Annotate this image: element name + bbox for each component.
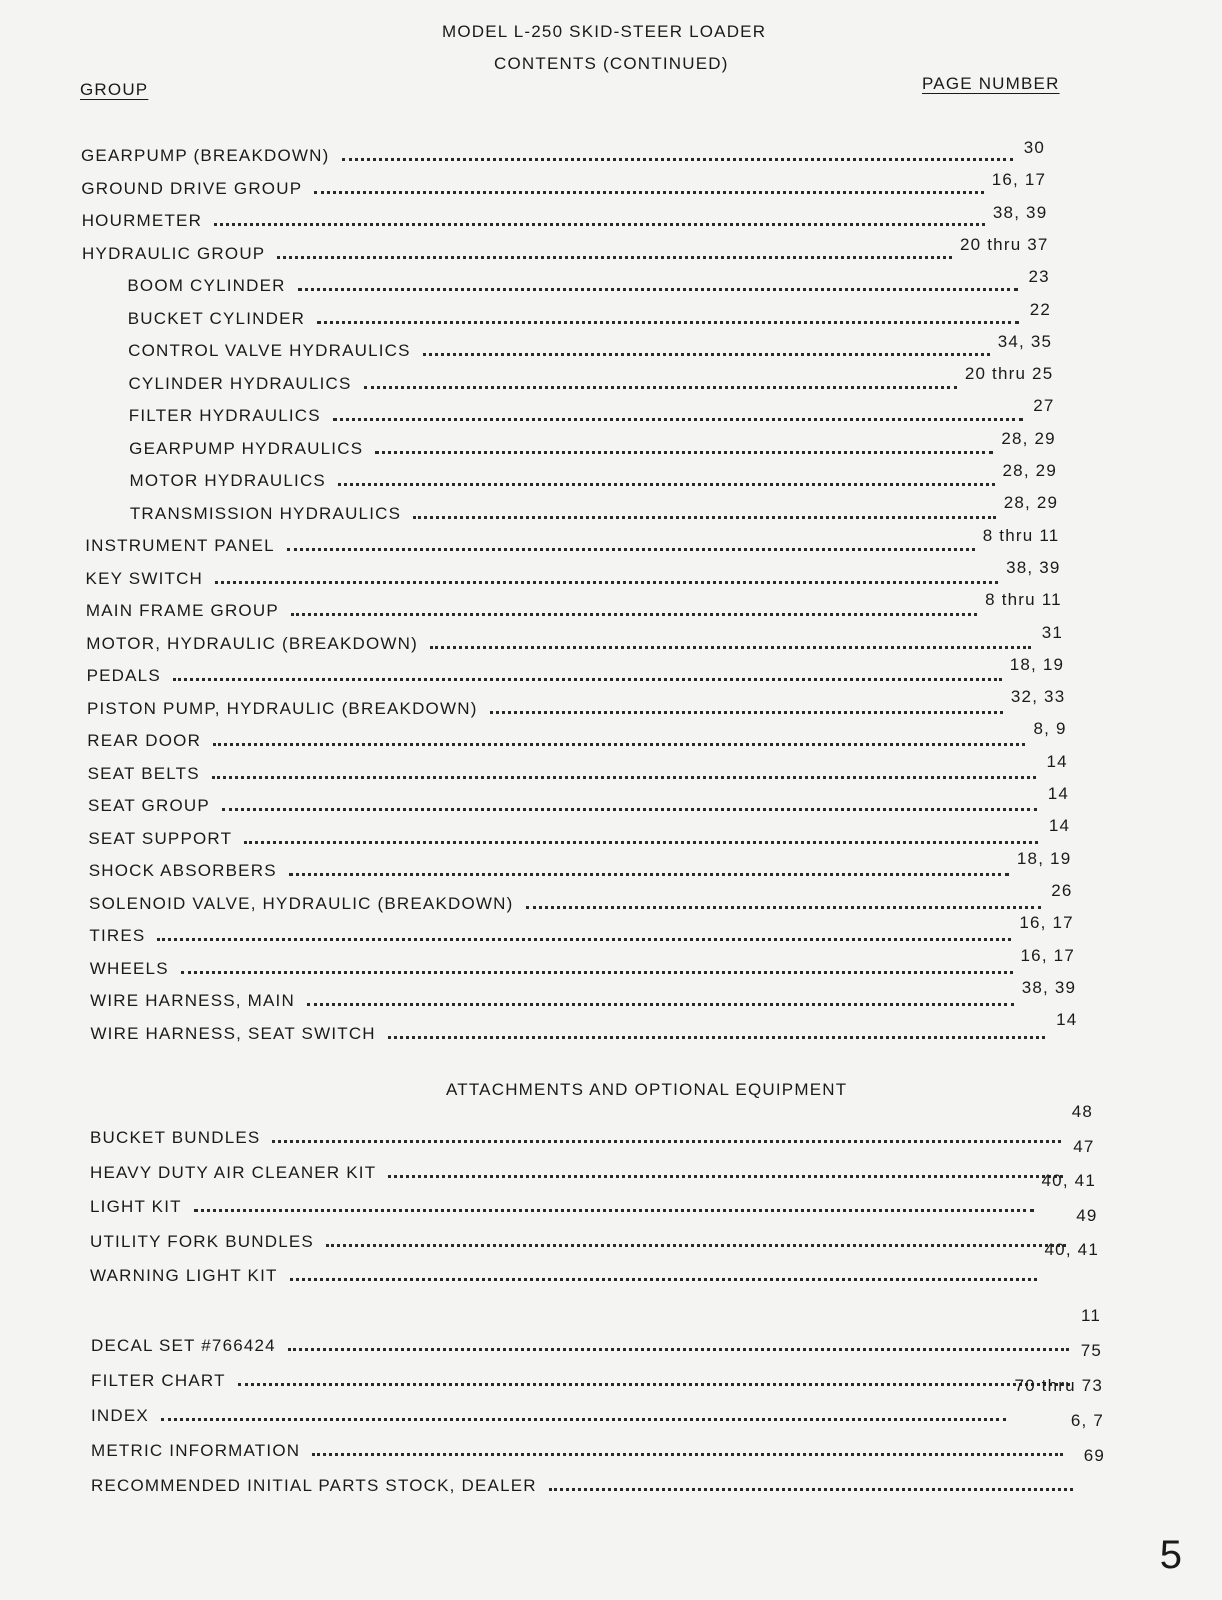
- dot-leader: [222, 808, 1037, 811]
- entry-page: 14: [1048, 816, 1071, 836]
- attachments-heading: ATTACHMENTS AND OPTIONAL EQUIPMENT: [446, 1080, 848, 1099]
- entry-label: WARNING LIGHT KIT: [90, 1266, 278, 1285]
- dot-leader: [214, 223, 985, 226]
- entry-page: 20 thru 25: [964, 364, 1054, 384]
- dot-leader: [549, 1488, 1073, 1491]
- dot-leader: [326, 1244, 1066, 1247]
- entry-label: GEARPUMP HYDRAULICS: [129, 438, 364, 458]
- dot-leader: [287, 548, 975, 551]
- contents-entry: [86, 687, 1066, 719]
- entry-page: 70 thru 73: [1014, 1376, 1103, 1395]
- document-title: MODEL L-250 SKID-STEER LOADER: [442, 22, 767, 41]
- entry-page: 8, 9: [1033, 719, 1067, 739]
- entry-label: RECOMMENDED INITIAL PARTS STOCK, DEALER: [91, 1476, 537, 1495]
- dot-leader: [490, 711, 1003, 714]
- dot-leader: [388, 1036, 1046, 1039]
- entry-page: 48: [1071, 1102, 1093, 1121]
- contents-entry: [86, 622, 1063, 654]
- entry-page: 38, 39: [1021, 977, 1077, 997]
- contents-entry: [88, 816, 1071, 849]
- entry-page: 47: [1073, 1136, 1095, 1156]
- contents-entry: [82, 234, 1049, 264]
- dot-leader: [333, 418, 1023, 421]
- entry-label: SEAT GROUP: [88, 796, 210, 815]
- page-number-column-header: PAGE NUMBER: [922, 74, 1060, 93]
- entry-page: 38, 39: [992, 202, 1048, 222]
- entry-label: MOTOR HYDRAULICS: [129, 471, 326, 490]
- entry-label: KEY SWITCH: [85, 568, 204, 588]
- entry-label: MAIN FRAME GROUP: [85, 601, 279, 620]
- entry-label: SHOCK ABSORBERS: [88, 861, 277, 880]
- dot-leader: [307, 1003, 1014, 1006]
- contents-entry: [127, 299, 1051, 329]
- entry-label: INDEX: [91, 1406, 149, 1425]
- contents-entry: [89, 945, 1075, 979]
- entry-page: 75: [1080, 1341, 1102, 1360]
- entry-label: WHEELS: [89, 958, 169, 978]
- dot-leader: [413, 516, 996, 519]
- dot-leader: [314, 191, 983, 194]
- contents-entry: [81, 138, 1045, 166]
- entry-label: SOLENOID VALVE, HYDRAULIC (BREAKDOWN): [89, 893, 514, 913]
- entry-page: 18, 19: [1009, 654, 1065, 674]
- dot-leader: [277, 256, 952, 259]
- document-subtitle: CONTENTS (CONTINUED): [494, 54, 729, 73]
- entry-label: INSTRUMENT PANEL: [85, 536, 275, 555]
- contents-entry: [129, 493, 1059, 524]
- dot-leader: [430, 646, 1031, 649]
- dot-leader: [194, 1209, 1034, 1212]
- contents-entry: [86, 654, 1065, 686]
- dot-leader: [173, 678, 1002, 681]
- entry-page: 28, 29: [1001, 428, 1056, 448]
- entry-label: PISTON PUMP, HYDRAULIC (BREAKDOWN): [86, 698, 478, 718]
- entry-page: 31: [1041, 622, 1063, 642]
- contents-entry: [89, 913, 1074, 946]
- entry-page: 40, 41: [1044, 1240, 1099, 1259]
- entry-page: 16, 17: [991, 170, 1047, 190]
- entry-label: GEARPUMP (BREAKDOWN): [81, 146, 330, 165]
- contents-entry: [128, 396, 1055, 426]
- entry-page: 8 thru 11: [985, 590, 1062, 610]
- dot-leader: [212, 776, 1036, 779]
- dot-leader: [181, 971, 1013, 974]
- dot-leader: [526, 906, 1041, 909]
- contents-entry: [88, 848, 1072, 881]
- dot-leader: [244, 841, 1038, 844]
- entry-page: 32, 33: [1010, 687, 1066, 707]
- contents-entry: [87, 751, 1068, 784]
- entry-label: BUCKET CYLINDER: [127, 308, 306, 328]
- entry-page: 14: [1056, 1010, 1078, 1030]
- contents-entry: [87, 719, 1067, 751]
- dot-leader: [290, 1278, 1037, 1281]
- entry-page: 40, 41: [1041, 1171, 1096, 1190]
- dot-leader: [291, 613, 977, 616]
- dot-leader: [238, 1383, 1070, 1386]
- entry-page: 26: [1051, 880, 1073, 900]
- group-column-header: GROUP: [80, 80, 149, 99]
- contents-entry: [127, 267, 1050, 296]
- entry-label: CONTROL VALVE HYDRAULICS: [128, 341, 411, 360]
- dot-leader: [375, 451, 993, 454]
- contents-entry: [85, 557, 1061, 589]
- entry-label: UTILITY FORK BUNDLES: [90, 1231, 314, 1251]
- dot-leader: [157, 938, 1011, 941]
- entry-label: WIRE HARNESS, SEAT SWITCH: [90, 1023, 376, 1043]
- entry-label: FILTER HYDRAULICS: [128, 406, 321, 425]
- contents-entry: [129, 461, 1058, 491]
- entry-page: 11: [1080, 1306, 1101, 1325]
- contents-entry: [81, 170, 1047, 199]
- dot-leader: [298, 288, 1018, 291]
- dot-leader: [342, 158, 1014, 161]
- dot-leader: [388, 1175, 1062, 1178]
- entry-page: 30: [1023, 138, 1045, 157]
- entry-label: TIRES: [89, 926, 146, 945]
- entry-page: 22: [1029, 299, 1051, 319]
- dot-leader: [312, 1453, 1063, 1456]
- entry-page: 49: [1076, 1205, 1098, 1225]
- contents-entry: [90, 977, 1077, 1011]
- entry-label: BUCKET BUNDLES: [90, 1128, 261, 1147]
- dot-leader: [272, 1140, 1061, 1143]
- dot-leader: [215, 581, 998, 584]
- entry-page: 69: [1083, 1446, 1105, 1465]
- entry-label: HOURMETER: [81, 211, 203, 230]
- entry-label: METRIC INFORMATION: [91, 1441, 301, 1460]
- entry-label: WIRE HARNESS, MAIN: [90, 991, 295, 1010]
- contents-entry: [90, 1102, 1093, 1148]
- entry-label: TRANSMISSION HYDRAULICS: [129, 503, 402, 523]
- dot-leader: [161, 1418, 1006, 1421]
- entry-page: 8 thru 11: [982, 525, 1060, 545]
- contents-entry: [90, 1010, 1078, 1044]
- entry-label: SEAT BELTS: [87, 763, 200, 783]
- entry-page: 14: [1047, 784, 1069, 803]
- entry-page: 27: [1033, 396, 1055, 416]
- entry-label: HYDRAULIC GROUP: [82, 243, 266, 263]
- entry-label: GROUND DRIVE GROUP: [81, 178, 303, 198]
- dot-leader: [423, 353, 990, 356]
- entry-page: 6, 7: [1070, 1411, 1104, 1430]
- entry-page: 18, 19: [1016, 848, 1072, 868]
- entry-label: SEAT SUPPORT: [88, 828, 233, 848]
- entry-page: 20 thru 37: [960, 234, 1049, 254]
- contents-entry: [85, 590, 1062, 621]
- contents-entry: [81, 202, 1048, 231]
- dot-leader: [288, 1348, 1069, 1351]
- entry-page: 28, 29: [1003, 493, 1059, 513]
- entry-label: PEDALS: [86, 666, 161, 685]
- dot-leader: [317, 321, 1019, 324]
- entry-page: 14: [1046, 751, 1068, 771]
- entry-page: 38, 39: [1006, 557, 1061, 577]
- entry-label: LIGHT KIT: [90, 1197, 182, 1216]
- entry-page: 28, 29: [1002, 461, 1057, 480]
- entry-label: BOOM CYLINDER: [127, 276, 286, 295]
- entry-page: 16, 17: [1020, 945, 1075, 965]
- entry-label: REAR DOOR: [87, 731, 202, 750]
- contents-entry: [85, 525, 1060, 556]
- contents-entry: [88, 784, 1069, 816]
- dot-leader: [364, 386, 957, 389]
- entry-label: CYLINDER HYDRAULICS: [128, 373, 352, 393]
- contents-entry: [89, 880, 1073, 914]
- contents-entry: [128, 364, 1054, 394]
- contents-entry: [128, 331, 1053, 361]
- entry-label: MOTOR, HYDRAULIC (BREAKDOWN): [86, 633, 418, 653]
- contents-entry: [91, 1306, 1101, 1356]
- entry-label: DECAL SET #766424: [91, 1336, 276, 1355]
- dot-leader: [213, 743, 1025, 746]
- entry-page: 16, 17: [1019, 913, 1074, 933]
- contents-entry: [129, 428, 1056, 459]
- dot-leader: [338, 483, 995, 486]
- entry-label: FILTER CHART: [91, 1371, 226, 1390]
- dot-leader: [289, 873, 1009, 876]
- page-number: 5: [1159, 1533, 1182, 1577]
- entry-page: 23: [1028, 267, 1050, 287]
- entry-label: HEAVY DUTY AIR CLEANER KIT: [90, 1162, 377, 1182]
- entry-page: 34, 35: [997, 331, 1053, 351]
